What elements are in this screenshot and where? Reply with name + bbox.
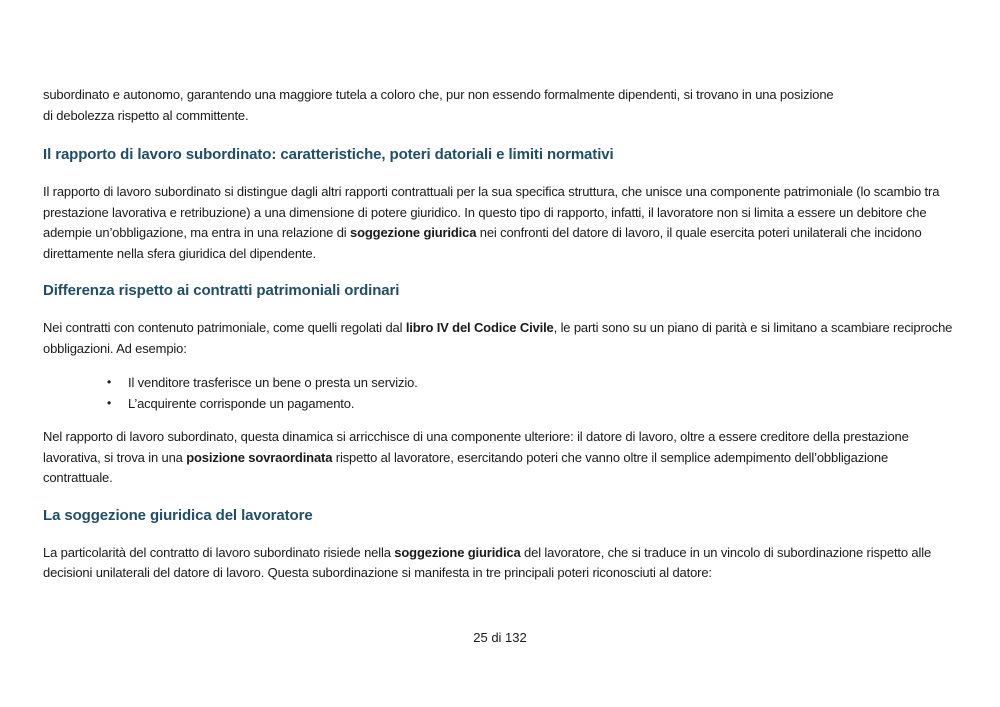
example-list <box>43 372 955 414</box>
paragraph-subordinate-work <box>43 182 955 264</box>
list-item <box>107 393 955 414</box>
paragraph-patrimonial-contracts <box>43 318 955 359</box>
paragraph-text: Nei contratti con contenuto patrimoniale, come quelli regolati dal <box>43 320 406 335</box>
paragraph-text: La particolarità del contratto di lavoro subordinato risiede nella <box>43 544 395 560</box>
page-number: 25 di 132 <box>473 630 527 645</box>
paragraph-text: Il rapporto di lavoro subordinato si distingue dagli altri rapporti contrattuali per la sua specifica struttura, che unisce una componente patrimoniale (lo scambio tra prestazione lavorativa e retribuzione) a una dimensione di potere giuridico. In questo tipo di rapporto, infatti, il lavoratore non si limita a essere un debitore che adempie un’obbligazione, ma entra in una relazione di <box>43 184 940 240</box>
bold-term: soggezione giuridica <box>394 544 521 560</box>
intro-line-1: subordinato e autonomo, garantendo una maggiore tutela a coloro che, pur non essendo formalmente dipendenti, si trovano in una posizione <box>43 87 834 102</box>
section-heading-difference: Differenza rispetto ai contratti patrimoniali ordinari <box>43 282 400 299</box>
bullet-icon: • <box>107 375 112 389</box>
intro-paragraph <box>43 85 955 126</box>
paragraph-text: rispetto al lavoratore, esercitando poteri che vanno oltre il semplice adempimento dell’obbligazione contrattuale. <box>43 449 889 485</box>
intro-line-2: di debolezza rispetto al committente. <box>43 107 249 123</box>
paragraph-text: Nel rapporto di lavoro subordinato, questa dinamica si arricchisce di una componente ulteriore: il datore di lavoro, oltre a essere creditore della prestazione lavorativa, si trova in una <box>43 429 909 465</box>
bold-term: posizione sovraordinata <box>186 449 333 465</box>
paragraph-text: del lavoratore, che si traduce in un vincolo di subordinazione rispetto alle decisioni unilaterali del datore di lavoro. Questa subordinazione si manifesta in tre principali poteri riconosciuti al datore: <box>43 544 932 580</box>
paragraph-subordinate-dynamic <box>43 427 955 489</box>
bold-term: soggezione giuridica <box>350 225 477 240</box>
paragraph-text: nei confronti del datore di lavoro, il quale esercita poteri unilaterali che incidono direttamente nella sfera giuridica del dipendente. <box>43 225 922 261</box>
section-heading-subordinate-work: Il rapporto di lavoro subordinato: caratteristiche, poteri datoriali e limiti normativi <box>43 146 614 163</box>
bold-term: libro IV del Codice Civile <box>405 320 554 335</box>
list-item-text: L’acquirente corrisponde un pagamento. <box>128 396 355 411</box>
bullet-icon: • <box>107 396 112 410</box>
list-item-text: Il venditore trasferisce un bene o presta un servizio. <box>128 375 418 390</box>
paragraph-legal-subjection <box>43 543 955 584</box>
section-heading-legal-subjection: La soggezione giuridica del lavoratore <box>43 506 313 524</box>
page-content <box>43 85 955 584</box>
paragraph-text: , le parti sono su un piano di parità e si limitano a scambiare reciproche obbligazioni. Ad esempio: <box>43 320 953 356</box>
list-item <box>107 372 955 393</box>
